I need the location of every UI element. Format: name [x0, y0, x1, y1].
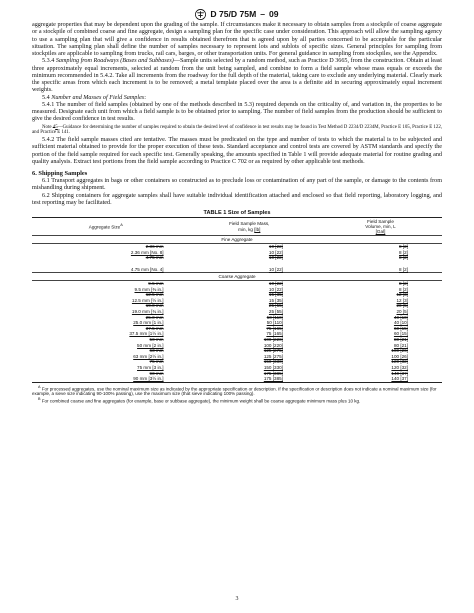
aggregate-size-cell: 75 mm [3 in.]	[137, 365, 164, 370]
footnote-b: $^B$ For combined coarse and fine aggregates (for example, base or subbase aggregate), the minimum weight shall be coarse aggregate minimum mass plus 10 kg.	[38, 396, 361, 404]
coarse-aggregate-rows	[32, 280, 442, 382]
section-heading: Number and Masses of Field Samples	[51, 94, 145, 101]
mass-cell: 100 [220]	[263, 337, 283, 343]
page-header	[0, 7, 474, 21]
sample-size-table	[32, 217, 442, 383]
aggregate-size-cell: 4.75 mm [No. 4]	[130, 266, 164, 272]
aggregate-size-cell: 19.0 mm	[145, 303, 164, 309]
aggregate-size-cell: 12.5 mm	[145, 292, 164, 298]
volume-cell: 8 [2]	[399, 255, 408, 261]
note-text: —Guidance for determining the number of samples required to obtain the desired level of confidence in test results may be found in Test Method D 2234/D 2234M, Practice E 105, Practice E 122, and Practice E 141.	[32, 124, 442, 136]
mass-cell: 175 [385]	[263, 370, 283, 376]
designation-separator: –	[260, 9, 266, 19]
designation: D 75/D 75M	[210, 9, 257, 19]
mass-cell: 150 [330]	[263, 365, 283, 370]
aggregate-size-cell: 90 mm [3½ in.]	[32, 376, 180, 382]
astm-logo-icon	[195, 9, 206, 20]
paragraph-5-4	[32, 95, 442, 102]
volume-cell: 140 [37]	[319, 376, 442, 382]
section-number: 5.3.4	[42, 58, 55, 65]
section-heading-end: :	[144, 94, 146, 101]
volume-cell: 8 [2]	[399, 286, 408, 292]
paragraph-6-1: 6.1 Transport aggregates in bags or other containers so constructed as to preclude loss or contamination of any part of the sample, or damage to the contents from mishandling during shipment.	[32, 178, 442, 192]
aggregate-size-cell: 50 mm [2 in.]	[137, 342, 164, 348]
mass-cell: 125 [275]	[263, 348, 283, 354]
page-number: 3	[235, 596, 239, 602]
aggregate-size-cell: 90 mm	[149, 370, 164, 376]
fine-aggregate-rows	[32, 243, 442, 272]
mass-cell: 75 [165]	[266, 325, 283, 331]
aggregate-size-cell: 2.36 mm [No. 8]	[130, 249, 164, 255]
paragraph-6-2: 6.2 Shipping containers for aggregate samples shall have suitable individual identification attached and enclosed so that field reporting, laboratory logging, and test reporting may be facilitated.	[32, 192, 442, 206]
section-number: 5.4	[42, 94, 50, 101]
mass-cell: 175 [385]	[180, 376, 319, 382]
aggregate-size-cell: 25.0 mm	[145, 314, 164, 320]
table-title: TABLE 1 Size of Samples	[203, 210, 271, 217]
aggregate-size-cell: 19.0 mm [¾ in.]	[131, 309, 164, 315]
volume-cell: 12 [3]	[396, 297, 408, 303]
volume-cell: 100 [26]	[391, 348, 408, 354]
body-text	[32, 22, 442, 404]
column-header-field-sample-volume: Field Sample Volume, min, L [Gal]	[319, 218, 442, 236]
mass-cell: 25 [55]	[268, 309, 283, 315]
group-label-coarse: Coarse Aggregate	[32, 272, 442, 280]
aggregate-size-cell: 50 mm	[149, 337, 164, 343]
paragraph-5-4-1: 5.4.1 The number of field samples (obtained by one of the methods described in 5.3) required depends on the criticality of, and variation in, the properties to be measured. Designate each unit from which a field sample is to be obtained prior to sampling. The number of field samples from the production should be sufficient to give the desired confidence in test results.	[32, 101, 442, 123]
volume-cell: 40 [10]	[393, 314, 408, 320]
section-6-title: 6. Shipping Samples	[32, 170, 88, 178]
table-row	[32, 376, 442, 382]
mass-cell: 10 [22]	[268, 266, 283, 272]
note-label: Note	[42, 124, 52, 130]
aggregate-size-cell: 12.5 mm [½ in.]	[131, 297, 164, 303]
volume-cell: 60 [15]	[393, 331, 408, 337]
aggregate-size-cell: 9.5 mm	[148, 281, 164, 287]
column-header-field-sample-mass: Field Sample Mass, min, kg [lb]	[180, 218, 319, 236]
mass-cell: 50 [110]	[266, 314, 283, 320]
aggregate-size-cell: 63 mm	[149, 348, 164, 354]
mass-cell: 75 [165]	[266, 331, 283, 337]
designation-year: 09	[269, 9, 279, 19]
mass-cell: 10 [22]	[268, 255, 283, 261]
mass-cell: 25 [55]	[268, 303, 283, 309]
mass-cell: 50 [110]	[266, 320, 283, 326]
paragraph-text: —Sample units selected by a random method, such as Practice D 3665, from the construction. Obtain at least three approximately equal increments, selected at random from the unit being sampled, and combine to form a field sample whose mass equals or exceeds the minimum recommended in 5.4.2. Take all increments from the roadway for the full depth of the material, taking care to exclude any underlying material. Clearly mark the specific areas from which each increment is to be removed; a metal template placed over the area is a definite aid in securing approximately equal increment weights.	[32, 58, 442, 94]
volume-cell: 8 [2]	[399, 281, 408, 287]
paragraph-5-3-4	[32, 58, 442, 94]
paragraph-continued: aggregate properties that may be dependent upon the grading of the sample. If circumstances make it necessary to obtain samples from a stockpile of coarse aggregate or a stockpile of combined coarse and fine aggregate, design a sampling plan for the specific case under consideration. This approach will allow the sampling agency to use a sampling plan that will give a confidence in results obtained therefrom that is agreed upon by all parties concerned to be acceptable for the particular situation. The sampling plan shall define the number of samples necessary to represent lots and sublots of specific sizes. General principles for sampling from stockpiles are applicable to sampling from trucks, rail cars, barges, or other transportation units. For general guidance in sampling from stockpiles, see the Appendix.	[32, 22, 442, 57]
mass-cell: 10 [22]	[268, 244, 283, 250]
aggregate-size-cell: 37.5 mm [1½ in.]	[129, 331, 164, 337]
volume-cell: 8 [2]	[399, 266, 408, 272]
volume-cell: 120 [32]	[391, 359, 408, 365]
volume-cell: 100 [26]	[391, 353, 408, 359]
mass-cell: 15 [35]	[268, 297, 283, 303]
volume-cell: 60 [15]	[393, 325, 408, 331]
volume-cell: 20 [5]	[396, 303, 408, 309]
aggregate-size-cell: 2.36 mm	[145, 244, 164, 250]
note-number-new: 5	[55, 124, 58, 130]
volume-cell: 20 [5]	[396, 309, 408, 315]
aggregate-size-cell: 75 mm	[149, 359, 164, 365]
volume-cell: 40 [10]	[393, 320, 408, 326]
mass-cell: 10 [22]	[268, 281, 283, 287]
volume-cell: 8 [2]	[399, 244, 408, 250]
table-footnotes	[32, 385, 442, 404]
mass-cell: 10 [22]	[268, 286, 283, 292]
column-header-aggregate-size: Aggregate Size$^A$	[32, 218, 180, 236]
volume-cell: 12 [3]	[396, 292, 408, 298]
volume-cell: 80 [21]	[393, 342, 408, 348]
aggregate-size-cell: 37.5 mm	[145, 325, 164, 331]
paragraph-5-4-2: 5.4.2 The field sample masses cited are tentative. The masses must be predicated on the type and number of tests to which the material is to be subjected and sufficient material obtained to provide for the proper execution of these tests. Standard acceptance and control tests are covered by ASTM standards and specify the portion of the field sample required for each specific test. Generally speaking, the amounts specified in Table 1 will provide adequate material for routine grading and quality analysis. Extract test portions from the field sample according to Practice C 702 or as required by other applicable test methods.	[32, 137, 442, 165]
section-heading: Sampling from Roadways (Bases and Subbases)	[55, 58, 174, 65]
volume-cell: 8 [2]	[399, 249, 408, 255]
volume-cell: 140 [37]	[391, 370, 408, 376]
mass-cell: 15 [35]	[268, 292, 283, 298]
group-label-fine: Fine Aggregate	[32, 235, 442, 243]
volume-cell: 80 [21]	[393, 337, 408, 343]
note-number-deleted: 4	[52, 124, 56, 130]
aggregate-size-cell: 4.75 mm	[145, 255, 164, 261]
aggregate-size-cell: 63 mm [2½ in.]	[133, 353, 164, 359]
note	[32, 125, 442, 137]
footnote-a: $^A$ For processed aggregates, use the nominal maximum size as indicated by the appropriate specification or description. If the specification or description does not indicate a nominal maximum size (for example, a sieve size indicating 90-100% passing), use the maximum size (that sieve indicating 100% passing).	[32, 384, 437, 397]
mass-cell: 150 [330]	[263, 359, 283, 365]
mass-cell: 100 [220]	[263, 342, 283, 348]
aggregate-size-cell: 25.0 mm [1 in.]	[133, 320, 164, 326]
volume-cell: 120 [32]	[391, 365, 408, 370]
mass-cell: 125 [275]	[263, 353, 283, 359]
mass-cell: 10 [22]	[268, 249, 283, 255]
aggregate-size-cell: 9.5 mm [⅜ in.]	[134, 286, 164, 292]
